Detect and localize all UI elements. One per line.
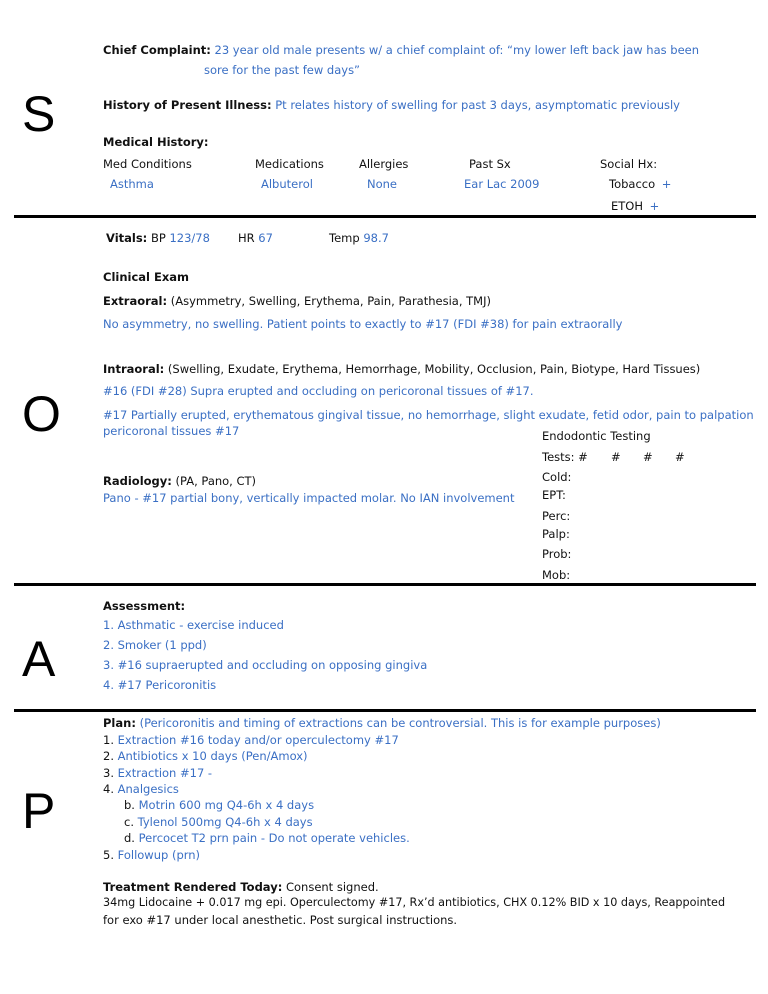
section-letter-p: P (22, 783, 56, 839)
treatment-line-3: for exo #17 under local anesthetic. Post surgical instructions. (103, 913, 458, 927)
social-tobacco (609, 177, 671, 191)
radiology-label: Radiology: (103, 474, 172, 488)
hr-value: 67 (258, 231, 273, 245)
assessment-item: 3. #16 supraerupted and occluding on opposing gingiva (103, 658, 428, 672)
treatment-line-2: 34mg Lidocaine + 0.017 mg epi. Operculectomy #17, Rx’d antibiotics, CHX 0.12% BID x 10 days, Reappointed (103, 896, 726, 909)
plan-item (103, 749, 308, 763)
plan-item-number: 4. (103, 782, 118, 796)
endo-prob: Prob: (542, 547, 572, 561)
endo-tests-label: Tests: # (542, 450, 588, 464)
col-header-past-sx: Past Sx (469, 157, 511, 171)
temp-label: Temp (329, 231, 360, 245)
chief-complaint (103, 43, 699, 57)
intraoral-fields: (Swelling, Exudate, Erythema, Hemorrhage, Mobility, Occlusion, Pain, Biotype, Hard Tissues) (164, 362, 701, 376)
clinical-exam-heading: Clinical Exam (103, 270, 189, 284)
plan-sub-item-letter: c. (124, 815, 138, 829)
plan-sub-item-text: Motrin 600 mg Q4-6h x 4 days (138, 798, 315, 812)
divider-s-o (14, 215, 756, 218)
plan-item-number: 3. (103, 766, 118, 780)
medical-history-label: Medical History: (103, 135, 209, 149)
assessment-label: Assessment: (103, 599, 186, 613)
plan-sub-item (124, 815, 313, 829)
treatment-label: Treatment Rendered Today: (103, 880, 283, 894)
plan-item-text: Antibiotics x 10 days (Pen/Amox) (117, 749, 308, 763)
plan-item (103, 733, 399, 747)
endo-perc: Perc: (542, 509, 571, 523)
bp-value: 123/78 (169, 231, 210, 245)
section-letter-s: S (22, 86, 56, 142)
section-letter-o: O (22, 386, 61, 442)
bp-label: BP (150, 231, 166, 245)
treatment-value: Consent signed. (282, 880, 379, 894)
vitals-label-text: Vitals: (106, 231, 148, 245)
plan-item-number: 5. (103, 848, 118, 862)
plan-item (103, 782, 179, 796)
endo-tooth-3: # (675, 450, 685, 464)
medication-value: Albuterol (261, 177, 313, 191)
plan-note: (Pericoronitis and timing of extractions can be controversial. This is for example purposes) (135, 716, 661, 730)
hpi-value: Pt relates history of swelling for past 3 days, asymptomatic previously (275, 98, 680, 112)
assessment-item: 4. #17 Pericoronitis (103, 678, 217, 692)
social-etoh-value: + (649, 199, 660, 213)
plan-item (103, 766, 212, 780)
plan-sub-item-letter: b. (124, 798, 139, 812)
vitals-label (106, 231, 210, 245)
plan-item-followup (103, 848, 200, 862)
section-letter-a: A (22, 631, 56, 687)
col-header-allergies: Allergies (359, 157, 409, 171)
heart-rate (238, 231, 273, 245)
extraoral-label: Extraoral: (103, 294, 168, 308)
endo-palp: Palp: (542, 527, 570, 541)
divider-o-a (14, 583, 756, 586)
social-etoh-label: ETOH (611, 199, 643, 213)
radiology-value: Pano - #17 partial bony, vertically impacted molar. No IAN involvement (103, 491, 515, 505)
temp-value: 98.7 (363, 231, 389, 245)
past-sx-value: Ear Lac 2009 (464, 177, 540, 191)
intraoral-line-1: #16 (FDI #28) Supra erupted and occluding on pericoronal tissues of #17. (103, 384, 534, 398)
plan-sub-item-letter: d. (124, 831, 139, 845)
endo-tooth-2: # (643, 450, 653, 464)
plan-item-number: 1. (103, 733, 118, 747)
col-header-med-conditions: Med Conditions (103, 157, 192, 171)
social-tobacco-label: Tobacco (609, 177, 656, 191)
intraoral-line-3: pericoronal tissues #17 (103, 424, 240, 438)
assessment-item: 1. Asthmatic - exercise induced (103, 618, 284, 632)
radiology-header (103, 474, 256, 488)
chief-complaint-line-1: 23 year old male presents w/ a chief complaint of: “my lower left back jaw has been (214, 43, 700, 57)
plan-item-text: Extraction #17 - (117, 766, 213, 780)
hpi-label: History of Present Illness: (103, 98, 272, 112)
social-etoh (611, 199, 659, 213)
allergies-value: None (367, 177, 398, 191)
radiology-fields: (PA, Pano, CT) (171, 474, 257, 488)
plan-item-text: Extraction #16 today and/or operculectomy #17 (117, 733, 399, 747)
endo-tooth-1: # (611, 450, 621, 464)
plan-item-text: Followup (prn) (117, 848, 201, 862)
history-present-illness (103, 98, 680, 112)
intraoral-label: Intraoral: (103, 362, 165, 376)
endo-ept: EPT: (542, 488, 566, 502)
social-tobacco-value: + (661, 177, 672, 191)
hr-label: HR (238, 231, 255, 245)
endo-mob: Mob: (542, 568, 571, 582)
extraoral-header (103, 294, 491, 308)
chief-complaint-label: Chief Complaint: (103, 43, 211, 57)
extraoral-fields: (Asymmetry, Swelling, Erythema, Pain, Parathesia, TMJ) (167, 294, 491, 308)
plan-header (103, 716, 661, 730)
col-header-social-hx: Social Hx: (600, 157, 658, 171)
plan-sub-item-text: Tylenol 500mg Q4-6h x 4 days (137, 815, 313, 829)
plan-sub-item-text: Percocet T2 prn pain - Do not operate vehicles. (138, 831, 410, 845)
plan-sub-item (124, 831, 410, 845)
plan-item-text: Analgesics (117, 782, 179, 796)
plan-sub-item (124, 798, 314, 812)
extraoral-value: No asymmetry, no swelling. Patient points to exactly to #17 (FDI #38) for pain extraorally (103, 317, 623, 331)
plan-label: Plan: (103, 716, 136, 730)
chief-complaint-line-2: sore for the past few days” (204, 63, 361, 77)
col-header-medications: Medications (255, 157, 324, 171)
assessment-item: 2. Smoker (1 ppd) (103, 638, 207, 652)
divider-a-p (14, 709, 756, 712)
endo-testing-title: Endodontic Testing (542, 429, 651, 443)
temperature (329, 231, 389, 245)
plan-item-number: 2. (103, 749, 118, 763)
med-condition-value: Asthma (110, 177, 154, 191)
intraoral-line-2: #17 Partially erupted, erythematous gingival tissue, no hemorrhage, slight exudate, fetid odor, pain to palpation (103, 408, 754, 422)
intraoral-header (103, 362, 700, 376)
endo-cold: Cold: (542, 470, 572, 484)
treatment-header (103, 880, 379, 894)
